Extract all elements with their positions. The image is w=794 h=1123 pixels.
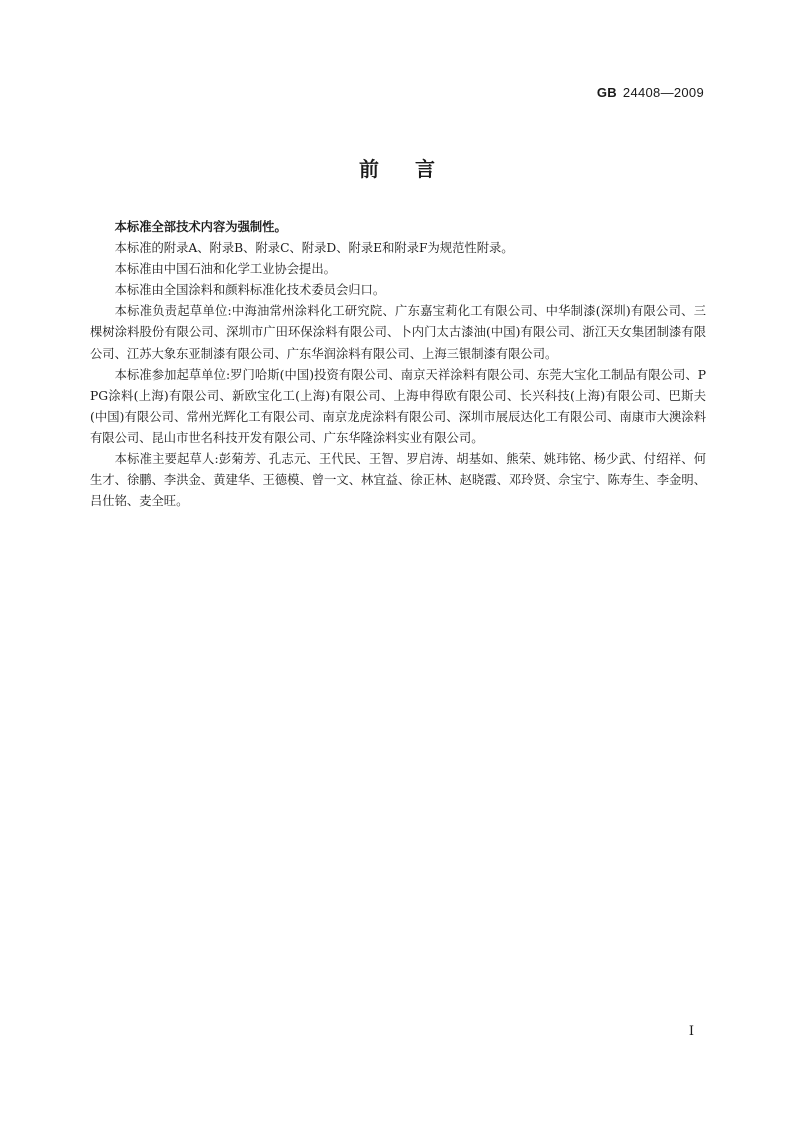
paragraph-participating-units: 本标准参加起草单位:罗门哈斯(中国)投资有限公司、南京天祥涂料有限公司、东莞大宝化工制品有限公司、PPG涂料(上海)有限公司、新欧宝化工(上海)有限公司、上海申得欧有限公司、长兴科技(上海)有限公司、巴斯夫(中国)有限公司、常州光辉化工有限公司、南京龙虎涂料有限公司、深圳市展辰达化工有限公司、南康市大澳涂料有限公司、昆山市世名科技开发有限公司、广东华隆涂料实业有限公司。 (90, 367, 706, 445)
paragraph-drafting-units: 本标准负责起草单位:中海油常州涂料化工研究院、广东嘉宝莉化工有限公司、中华制漆(深圳)有限公司、三棵树涂料股份有限公司、深圳市广田环保涂料有限公司、卜内门太古漆油(中国)有限公司、浙江天女集团制漆有限公司、江苏大象东亚制漆有限公司、广东华润涂料有限公司、上海三银制漆有限公司。 (90, 304, 706, 361)
standard-prefix: GB (596, 85, 617, 100)
paragraph-proposer: 本标准由中国石油和化学工业协会提出。 (114, 262, 336, 277)
page-title: 前言 (359, 157, 471, 181)
foreword-body (90, 217, 706, 512)
standard-code (597, 85, 704, 100)
standard-number: 24408—2009 (622, 85, 704, 100)
paragraph-main-drafters: 本标准主要起草人:彭菊芳、孔志元、王代民、王智、罗启涛、胡基如、熊荣、姚玮铭、杨少武、付绍祥、何生才、徐鹏、李洪金、黄建华、王德模、曾一文、林宜益、徐正林、赵晓霞、邓玲贤、佘宝宁、陈寿生、李金明、吕仕铭、麦全旺。 (90, 452, 706, 509)
paragraph-appendices: 本标准的附录A、附录B、附录C、附录D、附录E和附录F为规范性附录。 (114, 241, 514, 256)
paragraph-committee: 本标准由全国涂料和颜料标准化技术委员会归口。 (114, 283, 386, 298)
page-number: I (688, 1024, 694, 1039)
paragraph-mandatory: 本标准全部技术内容为强制性。 (114, 220, 287, 234)
